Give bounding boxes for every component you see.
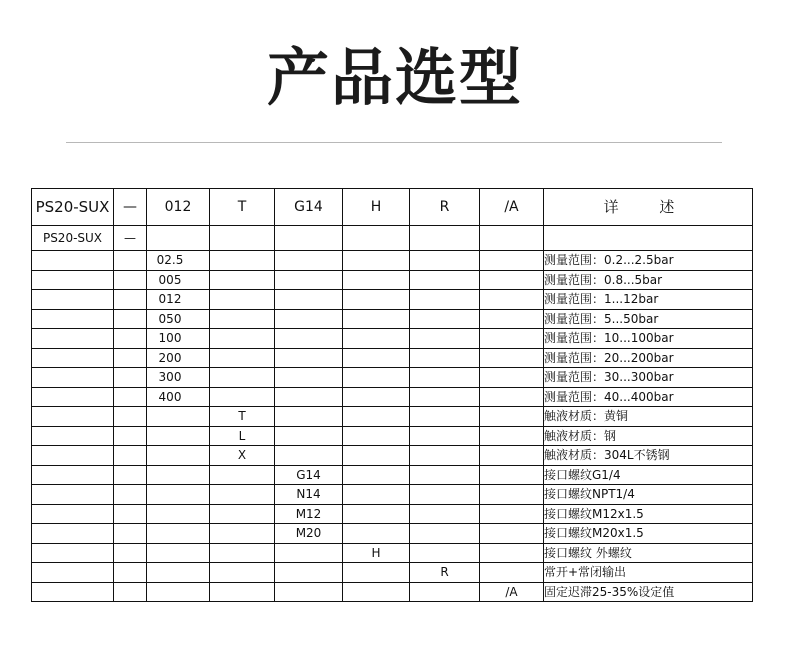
col-output: R — [410, 189, 480, 226]
thread-cell: G14 — [275, 465, 343, 485]
range-value: 300 — [158, 370, 182, 385]
detail-cell: 触液材质：黄铜 — [544, 407, 753, 427]
table-row — [32, 504, 753, 524]
col-dash: — — [114, 189, 147, 226]
table-row — [32, 251, 753, 271]
title-divider — [66, 142, 722, 143]
range-value: 050 — [158, 311, 182, 326]
range-value: 100 — [158, 331, 182, 346]
range-cell — [147, 309, 210, 329]
material-cell: T — [210, 407, 275, 427]
mount-cell: H — [343, 543, 410, 563]
range-cell — [147, 270, 210, 290]
range-cell — [147, 368, 210, 388]
col-mount: H — [343, 189, 410, 226]
table-row — [32, 329, 753, 349]
sub-dash: — — [114, 226, 147, 251]
table-row — [32, 485, 753, 505]
table-row — [32, 387, 753, 407]
detail-cell: 常开+常闭输出 — [544, 563, 753, 583]
header-row — [32, 189, 753, 226]
detail-cell: 触液材质：304L不锈钢 — [544, 446, 753, 466]
range-cell — [147, 348, 210, 368]
material-cell: X — [210, 446, 275, 466]
range-value: 02.5 — [156, 253, 184, 268]
table-row — [32, 446, 753, 466]
detail-cell: 接口螺纹NPT1/4 — [544, 485, 753, 505]
thread-cell: M12 — [275, 504, 343, 524]
detail-cell: 触液材质：钢 — [544, 426, 753, 446]
col-model: PS20-SUX — [32, 189, 114, 226]
table-row — [32, 290, 753, 310]
detail-cell: 测量范围：0.2...2.5bar — [544, 251, 753, 271]
table-row — [32, 407, 753, 427]
table-row — [32, 348, 753, 368]
table-row — [32, 309, 753, 329]
col-material: T — [210, 189, 275, 226]
range-value: 400 — [158, 389, 182, 404]
col-range: 012 — [147, 189, 210, 226]
range-cell — [147, 387, 210, 407]
detail-cell: 测量范围：40...400bar — [544, 387, 753, 407]
col-thread: G14 — [275, 189, 343, 226]
selection-table — [31, 188, 753, 602]
detail-cell: 测量范围：30...300bar — [544, 368, 753, 388]
detail-cell: 测量范围：1...12bar — [544, 290, 753, 310]
detail-cell: 接口螺纹M20x1.5 — [544, 524, 753, 544]
table-row — [32, 524, 753, 544]
table-row — [32, 368, 753, 388]
range-cell — [147, 251, 210, 271]
material-cell: L — [210, 426, 275, 446]
detail-cell: 接口螺纹G1/4 — [544, 465, 753, 485]
detail-cell: 测量范围：0.8...5bar — [544, 270, 753, 290]
table-row — [32, 563, 753, 583]
range-cell — [147, 329, 210, 349]
thread-cell: M20 — [275, 524, 343, 544]
range-value: 200 — [158, 350, 182, 365]
range-value: 012 — [158, 292, 182, 307]
table-row — [32, 270, 753, 290]
detail-cell: 测量范围：5...50bar — [544, 309, 753, 329]
thread-cell: N14 — [275, 485, 343, 505]
subheader-row — [32, 226, 753, 251]
detail-cell: 接口螺纹 外螺纹 — [544, 543, 753, 563]
range-value: 005 — [158, 272, 182, 287]
range-cell — [147, 290, 210, 310]
col-detail — [544, 189, 753, 226]
table-row — [32, 582, 753, 602]
table-row — [32, 426, 753, 446]
col-detail-label: 详 述 — [603, 197, 693, 216]
table-row — [32, 465, 753, 485]
detail-cell: 测量范围：20...200bar — [544, 348, 753, 368]
output-cell: R — [410, 563, 480, 583]
sub-model: PS20-SUX — [32, 226, 114, 251]
table-row — [32, 543, 753, 563]
page-title: 产品选型 — [266, 41, 523, 114]
option-cell: /A — [480, 582, 544, 602]
detail-cell: 固定迟滞25-35%设定值 — [544, 582, 753, 602]
col-option: /A — [480, 189, 544, 226]
detail-cell: 接口螺纹M12x1.5 — [544, 504, 753, 524]
detail-cell: 测量范围：10...100bar — [544, 329, 753, 349]
